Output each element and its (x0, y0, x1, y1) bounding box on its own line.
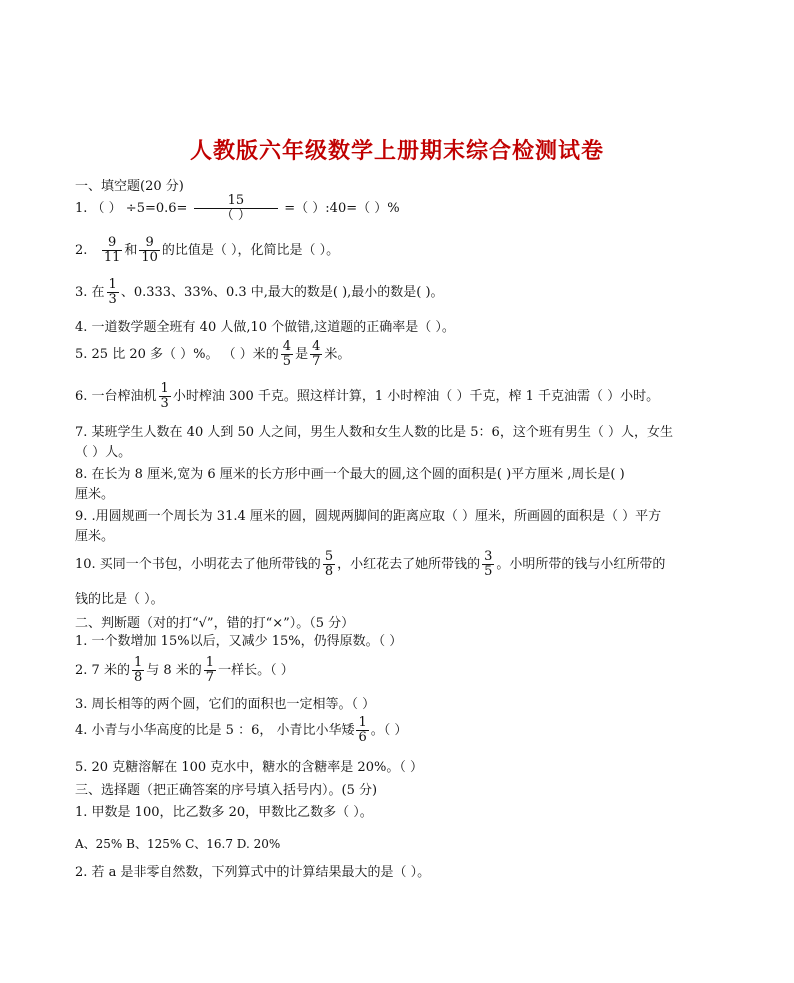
section-heading-multiple-choice: 三、选择题（把正确答案的序号填入括号内）。(5 分) (75, 783, 378, 798)
question-10-line-1: 10. 买同一个书包，小明花去了他所带钱的 $\frac{5}{8}$ ，小红花去了她所带钱的 $\frac{3}{5}$ 。小明所带的钱与小红所带的 (75, 549, 666, 579)
question-7-line-2: （ ）人。 (75, 445, 132, 460)
page-title: 人教版六年级数学上册期末综合检测试卷 (189, 138, 604, 164)
choice-2: 2. 若 a 是非零自然数，下列算式中的计算结果最大的是（ ）。 (75, 865, 431, 880)
question-9-line-1: 9. .用圆规画一个周长为 31.4 厘米的圆，圆规两脚间的距离应取（ ）厘米，所画圆的面积是（ ）平方 (75, 509, 662, 524)
choice-1: 1. 甲数是 100，比乙数多 20，甲数比乙数多（ ）。 (75, 805, 373, 820)
question-1: 1. （ ） ÷5=0.6= $\frac{15}{( )}$ =（ ）:40=（ ）% (75, 193, 400, 223)
question-6: 6. 一台榨油机 $\frac{1}{3}$ 小时榨油 300 千克。照这样计算，1 小时榨油（ ）千克，榨 1 千克油需（ ）小时。 (75, 381, 660, 411)
judge-1: 1. 一个数增加 15%以后，又减少 15%，仍得原数。（ ） (75, 634, 403, 649)
question-4: 4. 一道数学题全班有 40 人做,10 个做错,这道题的正确率是（ ）。 (75, 320, 455, 335)
question-8-line-2: 厘米。 (75, 487, 115, 502)
question-9-line-2: 厘米。 (75, 529, 115, 544)
choice-1-options: A、25% B、125% C、16.7 D. 20% (75, 837, 281, 851)
judge-5: 5. 20 克糖溶解在 100 克水中，糖水的含糖率是 20%。（ ） (75, 760, 423, 775)
section-heading-true-false: 二、判断题（对的打“√”，错的打“×”）。（5 分） (75, 616, 355, 631)
question-5: 5. 25 比 20 多（ ）%。 （ ）米的 $\frac{4}{5}$ 是 $\frac{4}{7}$ 米。 (75, 339, 351, 369)
judge-3: 3. 周长相等的两个圆，它们的面积也一定相等。（ ） (75, 697, 376, 712)
question-7-line-1: 7. 某班学生人数在 40 人到 50 人之间，男生人数和女生人数的比是 5：6，这个班有男生（ ）人，女生 (75, 425, 673, 440)
question-8-line-1: 8. 在长为 8 厘米,宽为 6 厘米的长方形中画一个最大的圆,这个圆的面积是( )平方厘米 ,周长是( ) (75, 467, 625, 482)
judge-2: 2. 7 米的 $\frac{1}{8}$ 与 8 米的 $\frac{1}{7}$ 一样长。（ ） (75, 655, 294, 685)
question-3: 3. 在 $\frac{1}{3}$ 、0.333、33%、0.3 中,最大的数是( ),最小的数是( )。 (75, 277, 444, 307)
question-10-line-2: 钱的比是（ ）。 (75, 592, 164, 607)
section-heading-fill-in: 一、填空题(20 分) (75, 179, 184, 194)
question-2: 2. $\frac{9}{11}$ 和 $\frac{9}{10}$ 的比值是（ ），化简比是（ ）。 (75, 235, 340, 265)
fraction: $\frac{15}{( )}$ (194, 194, 279, 223)
judge-4: 4. 小青与小华高度的比是 5 ：6， 小青比小华矮 $\frac{1}{6}$ 。（ ） (75, 715, 408, 745)
